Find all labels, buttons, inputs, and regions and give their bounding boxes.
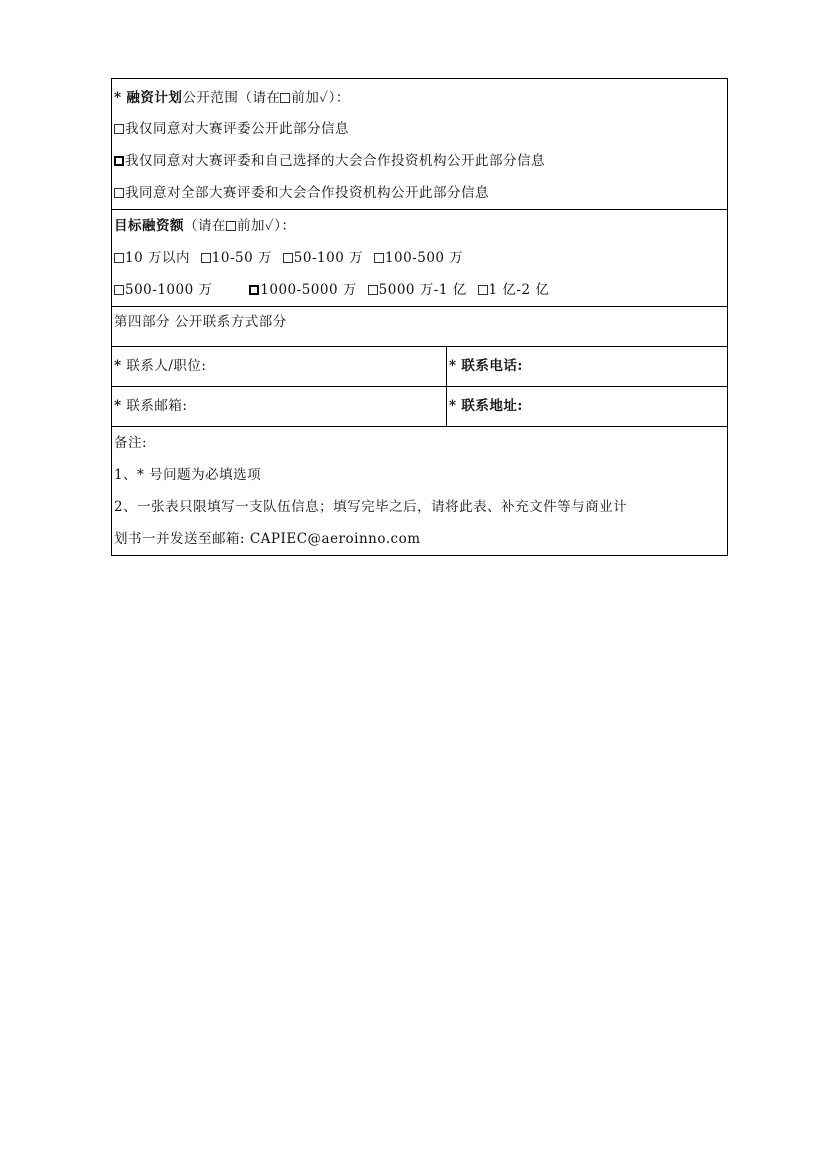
contact-email-field[interactable] — [112, 387, 447, 426]
target-option-text: 5000 万-1 亿 — [378, 282, 467, 298]
disclosure-option-text: 我仅同意对大赛评委公开此部分信息 — [125, 121, 349, 137]
notes-line-2: 2、一张表只限填写一支队伍信息；填写完毕之后，请将此表、补充文件等与商业计 — [114, 499, 628, 515]
contact-phone-field[interactable] — [447, 347, 727, 386]
required-star: * — [114, 358, 122, 374]
part4-section — [112, 306, 727, 346]
disclosure-option-1[interactable] — [112, 113, 727, 145]
checkbox-icon[interactable] — [114, 156, 124, 166]
contact-person-field[interactable] — [112, 347, 447, 386]
notes-title: 备注: — [114, 435, 148, 451]
target-option-text: 10-50 万 — [211, 250, 272, 266]
checkbox-icon[interactable] — [374, 253, 384, 263]
target-option[interactable] — [283, 250, 363, 266]
required-star: * — [114, 90, 122, 106]
target-option-text: 50-100 万 — [293, 250, 364, 266]
checkbox-icon[interactable] — [283, 253, 293, 263]
target-option[interactable] — [478, 282, 550, 298]
required-star: * — [449, 358, 457, 374]
target-option[interactable] — [201, 250, 272, 266]
checkbox-icon[interactable] — [114, 285, 124, 295]
contact-row-1 — [112, 346, 727, 386]
disclosure-label — [112, 79, 727, 113]
target-option[interactable] — [249, 282, 357, 298]
contact-address-field[interactable] — [447, 387, 727, 426]
disclosure-option-3[interactable] — [112, 177, 727, 209]
target-options-row-2 — [112, 274, 727, 306]
checkbox-icon[interactable] — [478, 285, 488, 295]
target-option-text: 1000-5000 万 — [260, 282, 357, 298]
checkbox-icon[interactable] — [201, 253, 211, 263]
target-option-text: 1 亿-2 亿 — [488, 282, 550, 298]
checkbox-icon[interactable] — [114, 253, 124, 263]
checkbox-icon[interactable] — [368, 285, 378, 295]
checkbox-icon[interactable] — [114, 124, 124, 134]
disclosure-label-bold: 融资计划 — [126, 90, 183, 106]
contact-email-label: 联系邮箱: — [126, 398, 188, 414]
checkbox-icon[interactable] — [114, 188, 124, 198]
part4-title: 第四部分 公开联系方式部分 — [114, 314, 287, 330]
target-label-rest: （请在 — [184, 218, 226, 234]
required-star: * — [449, 398, 457, 414]
disclosure-label-rest: 公开范围（请在 — [182, 90, 281, 106]
contact-row-2 — [112, 386, 727, 426]
disclosure-option-2[interactable] — [112, 145, 727, 177]
disclosure-option-text: 我仅同意对大赛评委和自己选择的大会合作投资机构公开此部分信息 — [125, 153, 545, 169]
target-option[interactable] — [114, 282, 212, 298]
target-option[interactable] — [114, 250, 190, 266]
required-star: * — [114, 398, 122, 414]
target-label-bold: 目标融资额 — [114, 218, 184, 234]
contact-address-label: 联系地址: — [461, 398, 523, 414]
checkbox-icon — [280, 93, 290, 103]
contact-phone-label: 联系电话: — [461, 358, 523, 374]
notes-line-1: 1、* 号问题为必填选项 — [114, 467, 262, 483]
disclosure-section — [112, 79, 727, 209]
target-option-text: 500-1000 万 — [125, 282, 213, 298]
disclosure-option-text: 我同意对全部大赛评委和大会合作投资机构公开此部分信息 — [125, 185, 489, 201]
notes-section — [112, 426, 727, 555]
target-label-tail: 前加✓）： — [237, 218, 296, 234]
target-options-row-1 — [112, 242, 727, 274]
contact-person-label: 联系人/职位: — [126, 358, 207, 374]
target-option-text: 100-500 万 — [384, 250, 464, 266]
application-form — [111, 78, 728, 556]
target-section — [112, 209, 727, 306]
disclosure-label-tail: 前加✓）： — [291, 90, 350, 106]
checkbox-icon[interactable] — [249, 285, 259, 295]
target-label — [112, 210, 727, 242]
notes-line-3: 划书一并发送至邮箱: CAPIEC@aeroinno.com — [114, 531, 421, 547]
checkbox-icon — [226, 221, 236, 231]
target-option[interactable] — [368, 282, 467, 298]
target-option-text: 10 万以内 — [125, 250, 190, 266]
target-option[interactable] — [374, 250, 463, 266]
